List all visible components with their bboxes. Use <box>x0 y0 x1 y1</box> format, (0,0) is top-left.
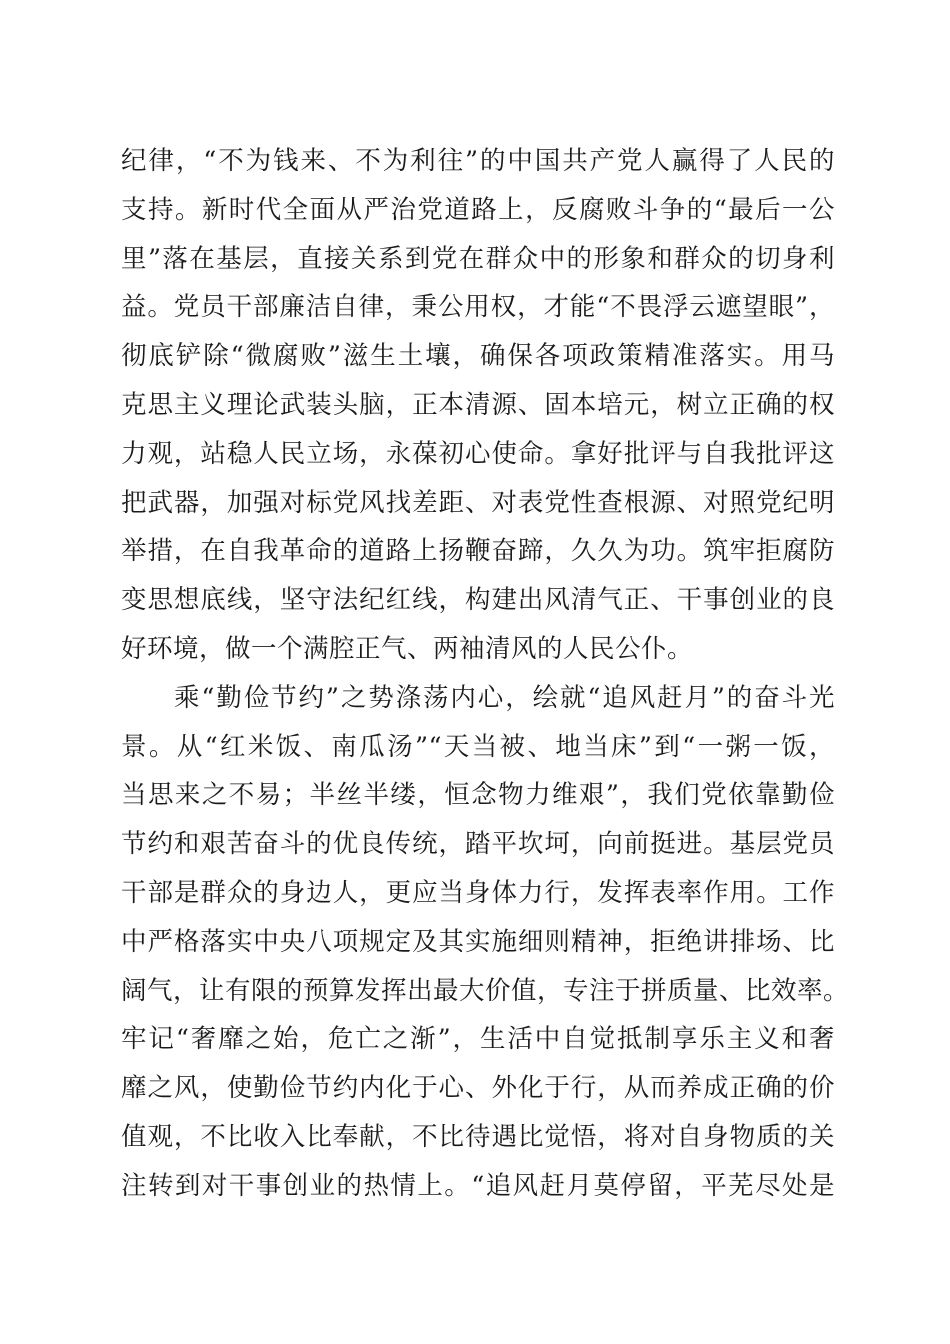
text-line: 力观，站稳人民立场，永葆初心使命。拿好批评与自我批评这 <box>121 438 835 469</box>
text-line: 举措，在自我革命的道路上扬鞭奋蹄，久久为功。筑牢拒腐防 <box>121 536 835 567</box>
text-line: 变思想底线，坚守法纪红线，构建出风清气正、干事创业的良 <box>121 585 835 616</box>
text-line: 节约和艰苦奋斗的优良传统，踏平坎坷，向前挺进。基层党员 <box>121 829 835 860</box>
text-line: 克思主义理论武装头脑，正本清源、固本培元，树立正确的权 <box>121 389 835 420</box>
text-line: 阔气，让有限的预算发挥出最大价值，专注于拼质量、比效率。 <box>121 975 850 1006</box>
text-line: 干部是群众的身边人，更应当身体力行，发挥表率作用。工作 <box>121 877 835 908</box>
text-line: 好环境，做一个满腔正气、两袖清风的人民公仆。 <box>121 633 694 664</box>
text-line: 把武器，加强对标党风找差距、对表党性查根源、对照党纪明 <box>121 487 835 518</box>
text-line: 支持。新时代全面从严治党道路上，反腐败斗争的“最后一公 <box>121 194 835 225</box>
text-line: 里”落在基层，直接关系到党在群众中的形象和群众的切身利 <box>121 243 835 274</box>
text-line: 靡之风，使勤俭节约内化于心、外化于行，从而养成正确的价 <box>121 1073 835 1104</box>
text-line: 当思来之不易；半丝半缕，恒念物力维艰”，我们党依靠勤俭 <box>121 780 835 811</box>
text-line: 值观，不比收入比奉献，不比待遇比觉悟，将对自身物质的关 <box>121 1121 835 1152</box>
text-line: 注转到对干事创业的热情上。“追风赶月莫停留，平芜尽处是 <box>121 1170 835 1201</box>
text-line: 乘“勤俭节约”之势涤荡内心，绘就“追风赶月”的奋斗光 <box>174 682 835 713</box>
text-line: 纪律，“不为钱来、不为利往”的中国共产党人赢得了人民的 <box>121 146 835 176</box>
text-line: 中严格落实中央八项规定及其实施细则精神，拒绝讲排场、比 <box>121 926 835 957</box>
paragraph-2 <box>121 674 850 1211</box>
text-line: 牢记“奢靡之始，危亡之渐”，生活中自觉抵制享乐主义和奢 <box>121 1024 835 1055</box>
text-line: 彻底铲除“微腐败”滋生土壤，确保各项政策精准落实。用马 <box>121 341 835 372</box>
paragraph-1 <box>121 137 835 674</box>
document-body <box>121 137 850 1211</box>
text-line: 益。党员干部廉洁自律，秉公用权，才能“不畏浮云遮望眼”， <box>121 292 835 323</box>
text-line: 景。从“红米饭、南瓜汤”“天当被、地当床”到“一粥一饭， <box>121 731 835 762</box>
